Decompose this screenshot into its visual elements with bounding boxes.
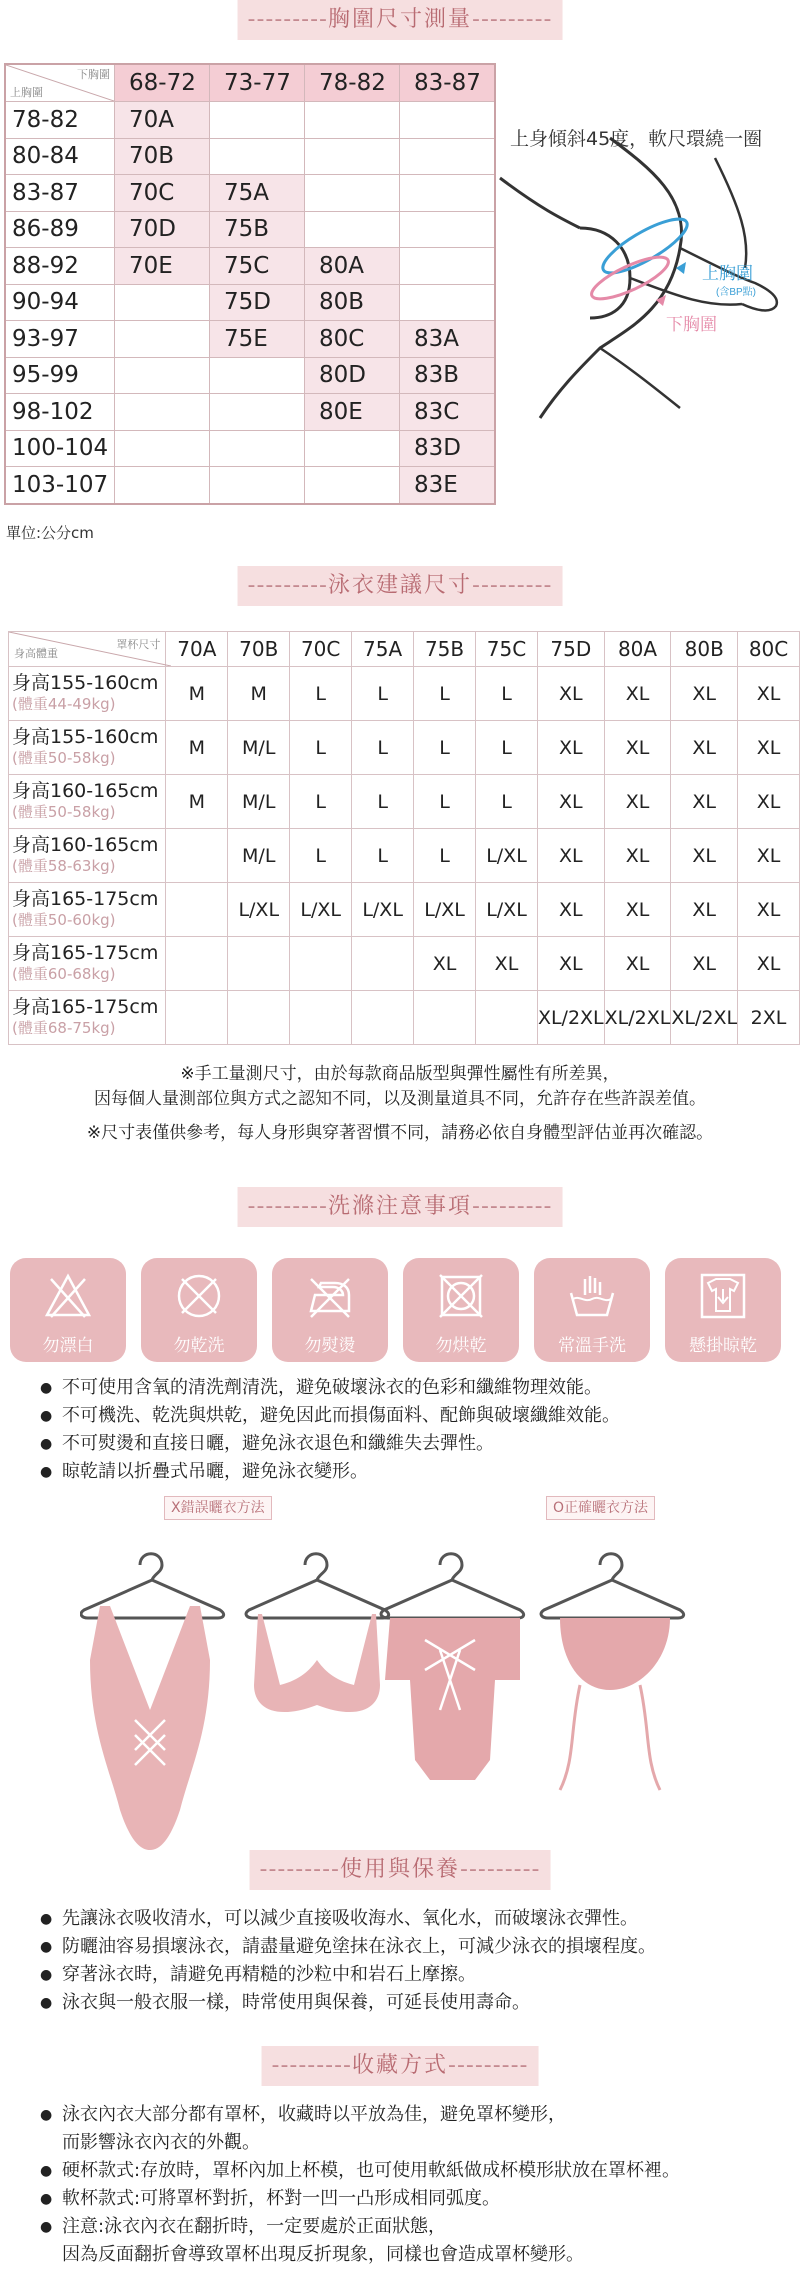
size-cell [210, 357, 305, 394]
size-cell: M/L [228, 829, 290, 883]
bust-table-row [5, 211, 495, 248]
size-cell: XL [671, 883, 738, 937]
folded-bikini-right [560, 1618, 670, 1790]
row-header: 100-104 [5, 430, 115, 467]
size-cell: 75B [210, 211, 305, 248]
size-cell [210, 102, 305, 139]
storage-section-title: 收藏方式 [351, 2053, 449, 2078]
size-cell [210, 394, 305, 431]
size-cell: XL [671, 829, 738, 883]
bust-table-row [5, 175, 495, 212]
section-banner-size: ---------泳衣建議尺寸--------- [238, 566, 563, 606]
storage-bullet-continued: 而影響泳衣內衣的外觀。 [62, 2132, 260, 2153]
bust-table-row [5, 357, 495, 394]
washing-bullet: ● 不可熨燙和直接日曬，避免泳衣退色和纖維失去彈性。 [62, 1430, 620, 1458]
size-cell: L [352, 721, 414, 775]
size-cell [305, 467, 400, 504]
column-header: 75B [414, 632, 476, 667]
bikini-top-wrong [254, 1614, 380, 1712]
care-section-title: 使用與保養 [339, 1857, 461, 1882]
diagram-caption: 上身傾斜45度，軟尺環繞一圈 [510, 128, 763, 150]
washing-bullets [62, 1374, 620, 1486]
size-table-row [9, 775, 800, 829]
column-header: 70A [166, 632, 228, 667]
no-bleach-icon [43, 1271, 93, 1321]
size-cell: L/XL [476, 883, 538, 937]
size-cell: XL [537, 721, 604, 775]
size-cell [228, 937, 290, 991]
bust-table-header [5, 64, 495, 102]
row-header: 103-107 [5, 467, 115, 504]
size-cell [305, 211, 400, 248]
corner-label-upperbust: 上胸圍 [10, 86, 43, 99]
care-icon-row [10, 1258, 790, 1368]
size-cell: XL [738, 937, 800, 991]
row-header: 90-94 [5, 284, 115, 321]
size-cell: M [166, 721, 228, 775]
no-tumble-dry-icon [436, 1271, 486, 1321]
column-header: 73-77 [210, 64, 305, 102]
size-cell [166, 883, 228, 937]
size-cell [115, 467, 210, 504]
size-cell: L/XL [352, 883, 414, 937]
size-cell [414, 991, 476, 1045]
height-weight-header [9, 829, 166, 883]
size-cell: XL [738, 883, 800, 937]
size-cell: XL [738, 775, 800, 829]
care-label: 勿熨燙 [304, 1336, 356, 1356]
size-table-header [9, 632, 800, 667]
size-cell: XL [604, 937, 671, 991]
hand-wash-icon [567, 1271, 617, 1321]
storage-bullet: ● 注意:泳衣內衣在翻折時，一定要處於正面狀態， [62, 2213, 680, 2241]
size-table-row [9, 667, 800, 721]
care-label: 勿漂白 [42, 1336, 94, 1356]
size-cell [210, 467, 305, 504]
size-cell: 75A [210, 175, 305, 212]
column-header: 80A [604, 632, 671, 667]
height-label: 身高160-165cm [12, 779, 159, 802]
size-cell: XL [537, 937, 604, 991]
size-cell: XL [738, 829, 800, 883]
care-label: 勿烘乾 [435, 1336, 487, 1356]
size-table-corner [9, 632, 166, 667]
size-cell: 83E [400, 467, 496, 504]
height-weight-header [9, 883, 166, 937]
size-cell: M/L [228, 721, 290, 775]
size-cell: XL [738, 667, 800, 721]
size-cell: M/L [228, 775, 290, 829]
care-bullets [62, 1905, 656, 2017]
bust-table-row [5, 467, 495, 504]
hanger-icon [541, 1554, 684, 1618]
size-table-row [9, 721, 800, 775]
height-weight-header [9, 991, 166, 1045]
size-cell: XL [671, 937, 738, 991]
row-header: 95-99 [5, 357, 115, 394]
size-cell: XL [537, 667, 604, 721]
bust-table-row [5, 321, 495, 358]
size-cell: L [290, 829, 352, 883]
size-cell: L/XL [414, 883, 476, 937]
size-cell: 70E [115, 248, 210, 285]
bust-table-corner [5, 64, 115, 102]
size-cell: XL [604, 721, 671, 775]
size-table-row [9, 937, 800, 991]
bust-table-row [5, 394, 495, 431]
column-header: 75A [352, 632, 414, 667]
weight-label: (體重50-58kg) [12, 748, 116, 767]
care-card-hang-dry [665, 1258, 781, 1362]
storage-bullet: ● 軟杯款式:可將罩杯對折，杯對一凹一凸形成相同弧度。 [62, 2185, 680, 2213]
column-header: 80C [738, 632, 800, 667]
weight-label: (體重50-58kg) [12, 802, 116, 821]
size-cell: L [414, 667, 476, 721]
size-cell [210, 138, 305, 175]
size-cell: 2XL [738, 991, 800, 1045]
size-cell: L [476, 667, 538, 721]
size-table-row [9, 829, 800, 883]
size-cell: 80B [305, 284, 400, 321]
washing-bullet: ● 晾乾請以折疊式吊曬，避免泳衣變形。 [62, 1458, 620, 1486]
size-cell [210, 430, 305, 467]
row-header: 78-82 [5, 102, 115, 139]
size-cell: M [228, 667, 290, 721]
washing-section-title: 洗滌注意事項 [327, 1194, 473, 1219]
care-card-hand-wash [534, 1258, 650, 1362]
size-cell: L [352, 775, 414, 829]
upper-bust-label: 上胸圍 [702, 264, 753, 283]
size-cell: XL/2XL [537, 991, 604, 1045]
size-cell: M [166, 775, 228, 829]
bust-table-row [5, 102, 495, 139]
size-table-row [9, 883, 800, 937]
no-dry-clean-icon [174, 1271, 224, 1321]
height-label: 身高160-165cm [12, 833, 159, 856]
size-cell: 83D [400, 430, 496, 467]
size-cell: 75C [210, 248, 305, 285]
size-cell: L [290, 775, 352, 829]
size-cell: XL/2XL [671, 991, 738, 1045]
size-cell: XL [604, 775, 671, 829]
onepiece-swimsuit-wrong [90, 1606, 210, 1850]
bust-table-row [5, 430, 495, 467]
section-banner-storage: ---------收藏方式--------- [262, 2046, 539, 2086]
hanger-icon [246, 1554, 389, 1618]
weight-label: (體重68-75kg) [12, 1018, 116, 1037]
column-header: 68-72 [115, 64, 210, 102]
size-cell: XL [671, 721, 738, 775]
size-cell: 70D [115, 211, 210, 248]
storage-bullets [62, 2101, 680, 2269]
row-header: 80-84 [5, 138, 115, 175]
column-header: 75C [476, 632, 538, 667]
no-iron-icon [305, 1271, 355, 1321]
hang-dry-icon [698, 1271, 748, 1321]
size-cell: L/XL [290, 883, 352, 937]
height-label: 身高165-175cm [12, 995, 159, 1018]
care-card-no-iron [272, 1258, 388, 1362]
height-label: 身高155-160cm [12, 671, 159, 694]
under-bust-label: 下胸圍 [666, 315, 717, 334]
washing-bullet: ● 不可機洗、乾洗與烘乾，避免因此而損傷面料、配飾與破壞纖維效能。 [62, 1402, 620, 1430]
size-cell: 75D [210, 284, 305, 321]
bust-table-row [5, 248, 495, 285]
size-cell: L [414, 721, 476, 775]
column-header: 70B [228, 632, 290, 667]
height-label: 身高165-175cm [12, 887, 159, 910]
weight-label: (體重44-49kg) [12, 694, 116, 713]
size-cell: 75E [210, 321, 305, 358]
size-cell: XL/2XL [604, 991, 671, 1045]
hanger-icon [381, 1554, 524, 1618]
size-cell [115, 321, 210, 358]
care-bullet: ● 先讓泳衣吸收清水，可以減少直接吸收海水、氧化水，而破壞泳衣彈性。 [62, 1905, 656, 1933]
size-cell: L/XL [228, 883, 290, 937]
care-label: 勿乾洗 [173, 1336, 225, 1356]
size-cell: M [166, 667, 228, 721]
size-cell: 70C [115, 175, 210, 212]
bust-section-title: 胸圍尺寸測量 [327, 7, 473, 32]
row-header: 88-92 [5, 248, 115, 285]
size-cell: XL [537, 883, 604, 937]
size-cell: 83C [400, 394, 496, 431]
size-cell [166, 991, 228, 1045]
size-cell: L [414, 829, 476, 883]
size-cell [352, 991, 414, 1045]
height-weight-header [9, 721, 166, 775]
care-card-no-bleach [10, 1258, 126, 1362]
size-cell: L [352, 667, 414, 721]
section-banner-care: ---------使用與保養--------- [250, 1850, 551, 1890]
washing-bullet: ● 不可使用含氧的清洗劑清洗，避免破壞泳衣的色彩和纖維物理效能。 [62, 1374, 620, 1402]
folded-swimsuit-right [385, 1618, 520, 1780]
size-cell: 83A [400, 321, 496, 358]
storage-bullet: ● 泳衣內衣大部分都有罩杯，收藏時以平放為佳，避免罩杯變形， [62, 2101, 680, 2129]
row-header: 93-97 [5, 321, 115, 358]
size-cell [305, 138, 400, 175]
size-cell: L/XL [476, 829, 538, 883]
size-cell: L [476, 721, 538, 775]
bust-table-row [5, 284, 495, 321]
weight-label: (體重50-60kg) [12, 910, 116, 929]
size-cell: XL [671, 775, 738, 829]
bust-measure-diagram [480, 118, 800, 448]
size-cell: 80D [305, 357, 400, 394]
section-banner-washing: ---------洗滌注意事項--------- [238, 1187, 563, 1227]
size-cell [115, 357, 210, 394]
column-header: 75D [537, 632, 604, 667]
size-cell: 83B [400, 357, 496, 394]
unit-label: 單位:公分cm [6, 524, 94, 542]
row-header: 86-89 [5, 211, 115, 248]
size-cell: XL [537, 829, 604, 883]
size-cell: XL [537, 775, 604, 829]
size-note-2: 因每個人量測部位與方式之認知不同，以及測量道具不同，允許存在些許誤差值。 [94, 1089, 706, 1109]
storage-bullet: ● 硬杯款式:存放時，罩杯內加上杯模，也可使用軟紙做成杯模形狀放在罩杯裡。 [62, 2157, 680, 2185]
care-label: 懸掛晾乾 [689, 1336, 757, 1356]
size-cell: L [290, 721, 352, 775]
row-header: 98-102 [5, 394, 115, 431]
size-cell: 80C [305, 321, 400, 358]
weight-label: (體重58-63kg) [12, 856, 116, 875]
size-cell: XL [476, 937, 538, 991]
right-drying-label: O正確曬衣方法 [546, 1496, 655, 1520]
size-cell [166, 937, 228, 991]
size-section-title: 泳衣建議尺寸 [327, 573, 473, 598]
column-header: 83-87 [400, 64, 496, 102]
size-cell: XL [604, 829, 671, 883]
size-cell [115, 394, 210, 431]
row-header: 83-87 [5, 175, 115, 212]
height-label: 身高155-160cm [12, 725, 159, 748]
size-cell [476, 991, 538, 1045]
size-cell: L [414, 775, 476, 829]
size-table-row [9, 991, 800, 1045]
drying-methods-illustration [80, 1510, 760, 1850]
height-label: 身高165-175cm [12, 941, 159, 964]
corner-label-cup: 罩杯尺寸 [116, 638, 161, 651]
care-card-no-tumble-dry [403, 1258, 519, 1362]
size-cell [115, 430, 210, 467]
height-weight-header [9, 667, 166, 721]
size-cell: XL [604, 883, 671, 937]
size-cell [228, 991, 290, 1045]
size-cell [290, 991, 352, 1045]
column-header: 80B [671, 632, 738, 667]
size-cell: L [352, 829, 414, 883]
height-weight-header [9, 937, 166, 991]
size-cell [305, 102, 400, 139]
size-cell [166, 829, 228, 883]
section-banner-bust: ---------胸圍尺寸測量--------- [238, 0, 563, 40]
size-cell: XL [671, 667, 738, 721]
column-header: 78-82 [305, 64, 400, 102]
corner-label-underbust: 下胸圍 [77, 68, 110, 81]
size-cell: XL [414, 937, 476, 991]
care-card-no-dry-clean [141, 1258, 257, 1362]
height-weight-header [9, 775, 166, 829]
care-bullet: ● 防曬油容易損壞泳衣，請盡量避免塗抹在泳衣上，可減少泳衣的損壞程度。 [62, 1933, 656, 1961]
size-cell: 80E [305, 394, 400, 431]
wrong-drying-label: X錯誤曬衣方法 [164, 1496, 272, 1520]
corner-label-height-weight: 身高體重 [14, 647, 58, 660]
size-cell: L [290, 667, 352, 721]
bust-size-table [4, 63, 496, 505]
care-label: 常溫手洗 [558, 1336, 626, 1356]
weight-label: (體重60-68kg) [12, 964, 116, 983]
size-note-3: ※尺寸表僅供參考，每人身形與穿著習慣不同，請務必依自身體型評估並再次確認。 [86, 1123, 714, 1143]
size-cell [305, 430, 400, 467]
bust-table-row [5, 138, 495, 175]
size-cell [352, 937, 414, 991]
size-cell: L [476, 775, 538, 829]
upper-bust-note: (含BP點) [716, 287, 756, 298]
size-cell [290, 937, 352, 991]
care-bullet: ● 泳衣與一般衣服一樣，時常使用與保養，可延長使用壽命。 [62, 1989, 656, 2017]
size-cell [305, 175, 400, 212]
size-cell: XL [604, 667, 671, 721]
storage-bullet-continued: 因為反面翻折會導致罩杯出現反折現象，同樣也會造成罩杯變形。 [62, 2244, 584, 2265]
size-cell: 70B [115, 138, 210, 175]
size-cell: 70A [115, 102, 210, 139]
size-cell [115, 284, 210, 321]
size-note-1: ※手工量測尺寸，由於每款商品版型與彈性屬性有所差異， [180, 1064, 620, 1084]
size-cell: XL [738, 721, 800, 775]
column-header: 70C [290, 632, 352, 667]
swimsuit-size-table [8, 631, 800, 1045]
size-cell: 80A [305, 248, 400, 285]
care-bullet: ● 穿著泳衣時，請避免再精糙的沙粒中和岩石上摩擦。 [62, 1961, 656, 1989]
